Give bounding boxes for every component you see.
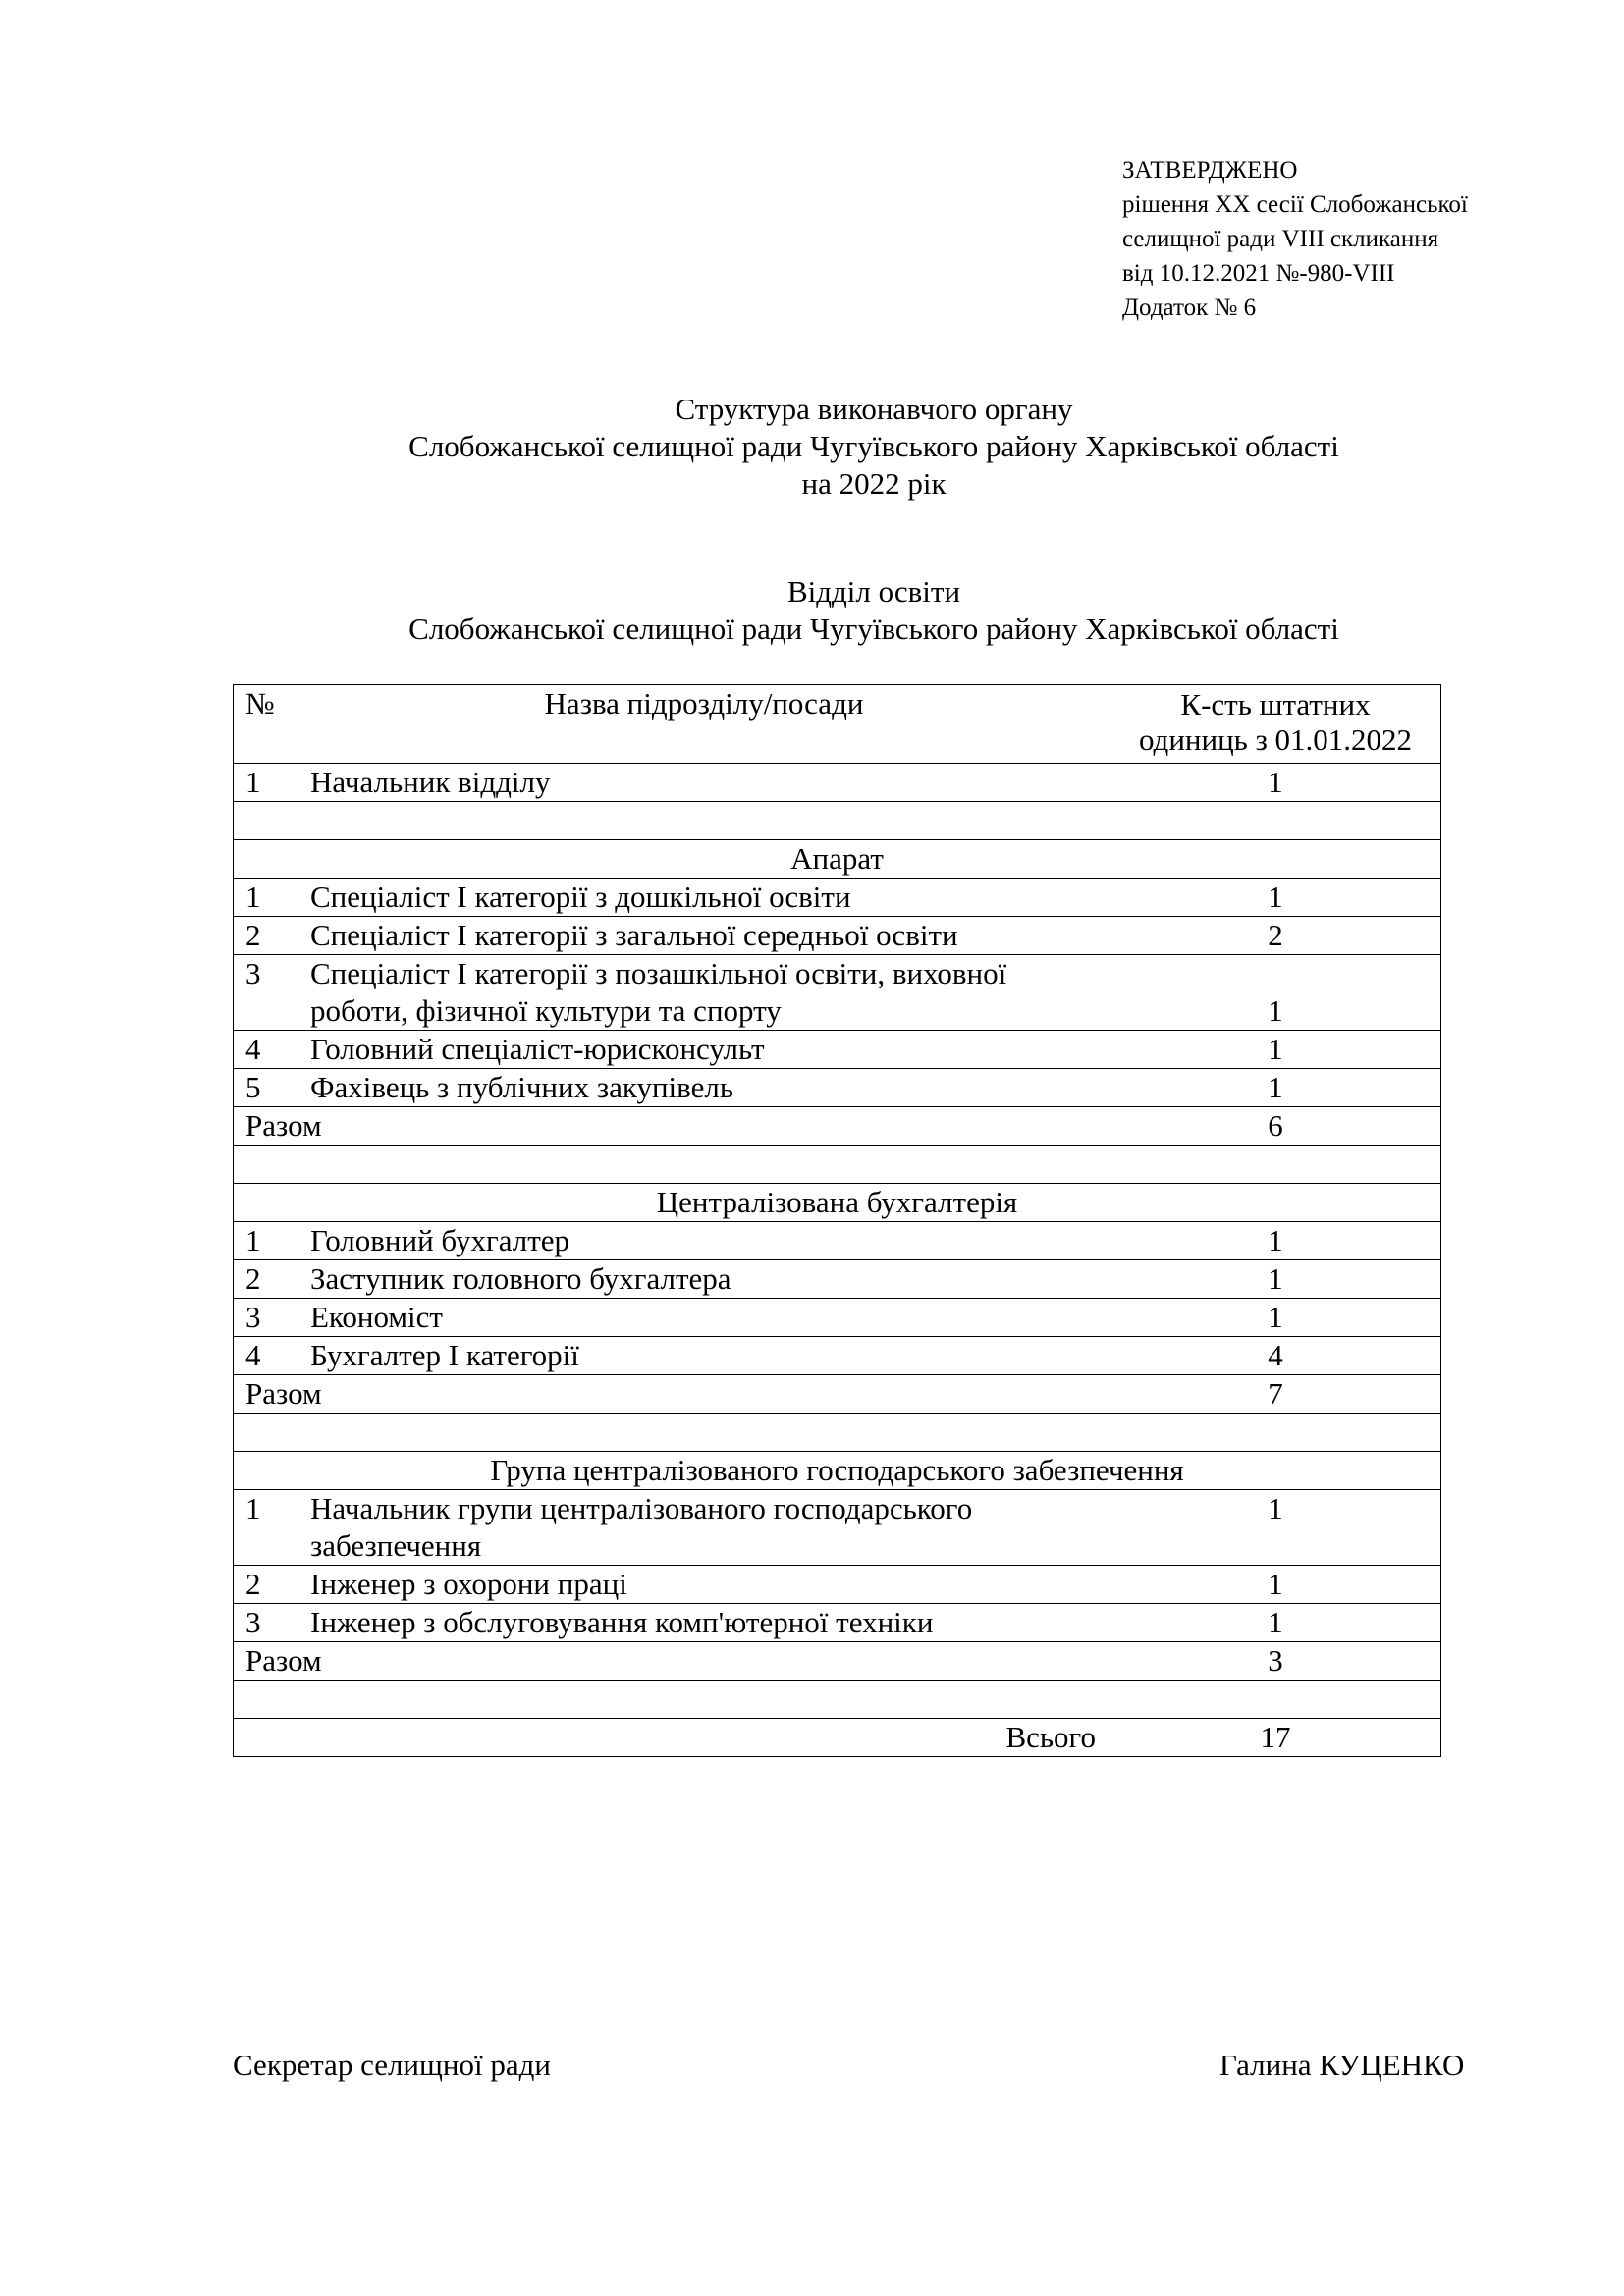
- section-title: Апарат: [234, 840, 1441, 879]
- row-count: 1: [1110, 1260, 1441, 1299]
- row-num: 2: [234, 917, 298, 955]
- row-count: 4: [1110, 1337, 1441, 1375]
- row-num: 1: [234, 1490, 298, 1566]
- approval-title: ЗАТВЕРДЖЕНО: [1122, 157, 1298, 184]
- department-title-line: Відділ освіти: [786, 574, 961, 609]
- row-count: 1: [1110, 1604, 1441, 1642]
- header-name: Назва підрозділу/посади: [298, 685, 1110, 764]
- table-row: [234, 1490, 1441, 1566]
- document-title-line: Слобожанської селищної ради Чугуївського району Харківської області: [408, 429, 1339, 463]
- department-title: [0, 573, 1624, 648]
- row-count: 1: [1110, 1566, 1441, 1604]
- subtotal-value: 7: [1110, 1375, 1441, 1414]
- table-row: [234, 1031, 1441, 1069]
- row-num: 3: [234, 1299, 298, 1337]
- grand-total-row: [234, 1719, 1441, 1757]
- section-title-row: [234, 1452, 1441, 1490]
- row-name: [298, 955, 1110, 1031]
- row-name: Інженер з обслуговування комп'ютерної техніки: [298, 1604, 1110, 1642]
- document-title-line: Структура виконавчого органу: [675, 392, 1073, 426]
- row-num: 1: [234, 1222, 298, 1260]
- approval-appendix: Додаток № 6: [1122, 294, 1257, 321]
- row-num: 3: [234, 1604, 298, 1642]
- header-count: [1110, 685, 1441, 764]
- row-name: [298, 1490, 1110, 1566]
- row-count: 2: [1110, 917, 1441, 955]
- row-count: 1: [1110, 1222, 1441, 1260]
- document-title: [0, 391, 1624, 503]
- subtotal-row: [234, 1642, 1441, 1681]
- row-name: Начальник відділу: [298, 764, 1110, 802]
- table-row: [234, 1604, 1441, 1642]
- subtotal-value: 3: [1110, 1642, 1441, 1681]
- table-row: [234, 917, 1441, 955]
- row-count: 1: [1110, 879, 1441, 917]
- header-num: №: [234, 685, 298, 764]
- row-num: 3: [234, 955, 298, 1031]
- grand-total-label: Всього: [234, 1719, 1110, 1757]
- row-name-line: забезпечення: [310, 1528, 482, 1563]
- table-row: [234, 1299, 1441, 1337]
- header-count-line: одиниць з 01.01.2022: [1138, 722, 1413, 757]
- spacer-row: [234, 1414, 1441, 1452]
- row-count: 1: [1110, 1031, 1441, 1069]
- row-name-line: роботи, фізичної культури та спорту: [310, 993, 782, 1028]
- row-num: 5: [234, 1069, 298, 1107]
- row-name: Головний бухгалтер: [298, 1222, 1110, 1260]
- section-title-row: [234, 840, 1441, 879]
- subtotal-value: 6: [1110, 1107, 1441, 1146]
- row-count: 1: [1110, 1299, 1441, 1337]
- row-num: 2: [234, 1260, 298, 1299]
- table-row: [234, 955, 1441, 1031]
- signatory-position: Секретар селищної ради: [233, 2048, 551, 2082]
- row-count: 1: [1110, 1069, 1441, 1107]
- row-name: Головний спеціаліст-юрисконсульт: [298, 1031, 1110, 1069]
- row-name: Спеціаліст I категорії з дошкільної освіти: [298, 879, 1110, 917]
- row-num: 1: [234, 764, 298, 802]
- spacer-row: [234, 1681, 1441, 1719]
- row-num: 4: [234, 1337, 298, 1375]
- table-row: [234, 1222, 1441, 1260]
- table-row: [234, 1337, 1441, 1375]
- row-num: 2: [234, 1566, 298, 1604]
- table-row: [234, 1566, 1441, 1604]
- header-count-line: К-сть штатних: [1180, 687, 1371, 721]
- approval-decision: рішення XX сесії Слобожанської: [1122, 191, 1468, 218]
- approval-date-number: від 10.12.2021 №-980-VIII: [1122, 260, 1395, 287]
- approval-council: селищної ради VIII скликання: [1122, 226, 1439, 252]
- signatory-name: Галина КУЦЕНКО: [1219, 2048, 1465, 2082]
- table-row: [234, 764, 1441, 802]
- section-title: Група централізованого господарського забезпечення: [234, 1452, 1441, 1490]
- row-name: Заступник головного бухгалтера: [298, 1260, 1110, 1299]
- table-header-row: [234, 685, 1441, 764]
- row-count: 1: [1110, 1490, 1441, 1566]
- row-name: Інженер з охорони праці: [298, 1566, 1110, 1604]
- subtotal-row: [234, 1107, 1441, 1146]
- subtotal-label: Разом: [234, 1375, 1110, 1414]
- approval-stamp: [1122, 153, 1468, 325]
- table-row: [234, 1260, 1441, 1299]
- row-name: Економіст: [298, 1299, 1110, 1337]
- row-name: Спеціаліст I категорії з загальної середньої освіти: [298, 917, 1110, 955]
- row-name: Бухгалтер I категорії: [298, 1337, 1110, 1375]
- subtotal-label: Разом: [234, 1642, 1110, 1681]
- subtotal-label: Разом: [234, 1107, 1110, 1146]
- row-num: 4: [234, 1031, 298, 1069]
- row-count: 1: [1110, 955, 1441, 1031]
- row-name-line: Начальник групи централізованого господарського: [310, 1491, 973, 1525]
- section-title-row: [234, 1184, 1441, 1222]
- staff-table: [233, 684, 1441, 1757]
- row-count: 1: [1110, 764, 1441, 802]
- table-row: [234, 879, 1441, 917]
- document-title-line: на 2022 рік: [801, 466, 947, 501]
- department-title-line: Слобожанської селищної ради Чугуївського району Харківської області: [408, 612, 1339, 646]
- spacer-row: [234, 802, 1441, 840]
- spacer-row: [234, 1146, 1441, 1184]
- section-title: Централізована бухгалтерія: [234, 1184, 1441, 1222]
- row-num: 1: [234, 879, 298, 917]
- grand-total-value: 17: [1110, 1719, 1441, 1757]
- table-row: [234, 1069, 1441, 1107]
- row-name: Фахівець з публічних закупівель: [298, 1069, 1110, 1107]
- subtotal-row: [234, 1375, 1441, 1414]
- row-name-line: Спеціаліст I категорії з позашкільної освіти, виховної: [310, 956, 1007, 990]
